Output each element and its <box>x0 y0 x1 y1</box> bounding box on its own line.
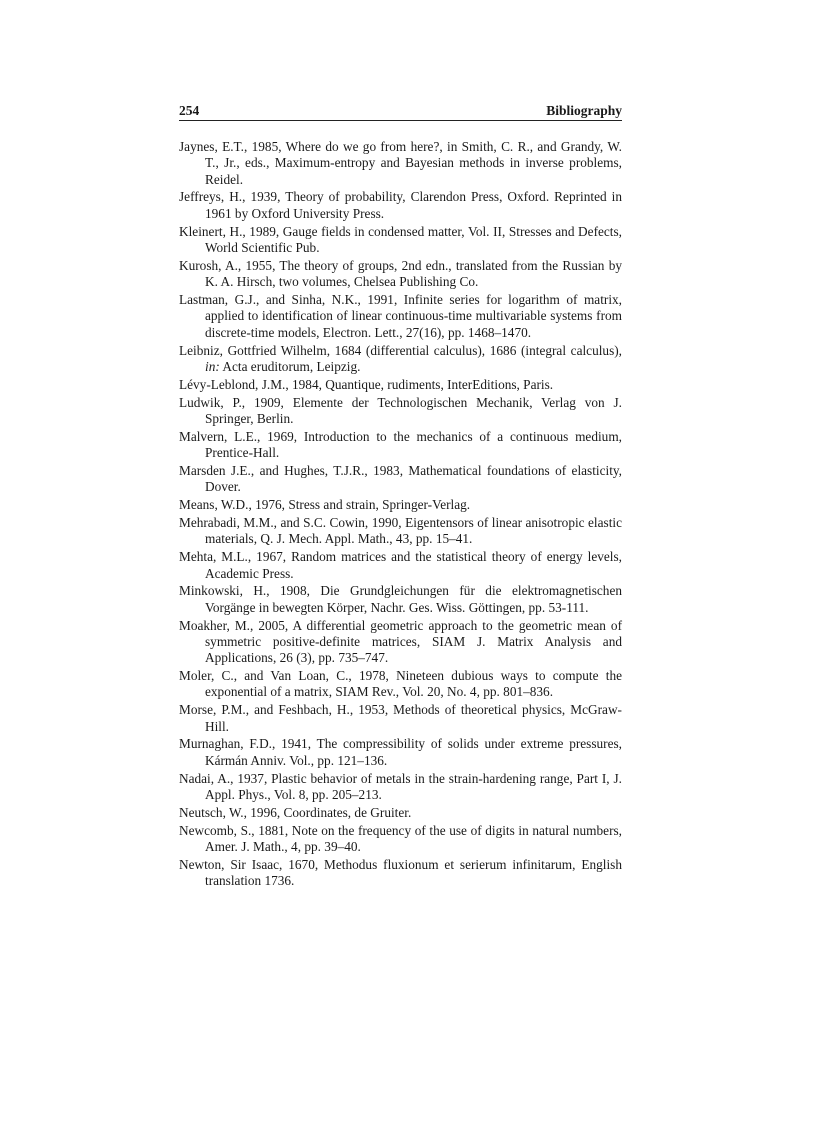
bibliography-entry <box>179 292 622 341</box>
bibliography-entry <box>179 702 622 735</box>
bibliography-entry <box>179 377 622 393</box>
bibliography-entry <box>179 618 622 667</box>
entry-text: Mehta, M.L., 1967, Random matrices and the statistical theory of energy levels, Academic Press. <box>179 549 622 581</box>
entry-text: Morse, P.M., and Feshbach, H., 1953, Methods of theoretical physics, McGraw-Hill. <box>179 702 622 734</box>
bibliography-list <box>179 139 622 891</box>
bibliography-entry <box>179 515 622 548</box>
bibliography-entry <box>179 139 622 188</box>
bibliography-entry <box>179 805 622 821</box>
running-head-title: Bibliography <box>546 103 622 118</box>
entry-text-continued: Acta eruditorum, Leipzig. <box>219 358 361 374</box>
entry-text: Newcomb, S., 1881, Note on the frequency of the use of digits in natural numbers, Amer. J. Math., 4, pp. 39–40. <box>179 822 622 855</box>
bibliography-entry <box>179 583 622 616</box>
bibliography-entry <box>179 189 622 222</box>
entry-text: Kurosh, A., 1955, The theory of groups, 2nd edn., translated from the Russian by K. A. Hirsch, two volumes, Chelsea Publishing Co. <box>179 257 622 290</box>
bibliography-entry <box>179 549 622 582</box>
entry-text: Marsden J.E., and Hughes, T.J.R., 1983, Mathematical foundations of elasticity, Dover. <box>179 462 622 495</box>
entry-text: Neutsch, W., 1996, Coordinates, de Gruiter. <box>179 804 412 820</box>
bibliography-entry <box>179 343 622 376</box>
entry-text: Lévy-Leblond, J.M., 1984, Quantique, rudiments, InterEditions, Paris. <box>179 376 554 392</box>
bibliography-entry <box>179 395 622 428</box>
page-number: 254 <box>179 103 200 118</box>
entry-text: Moakher, M., 2005, A differential geometric approach to the geometric mean of symmetric positive-definite matrices, SIAM J. Matrix Analysis and Applications, 26 (3), pp. 735–747. <box>179 617 622 666</box>
page-header <box>179 101 622 121</box>
entry-text: Mehrabadi, M.M., and S.C. Cowin, 1990, Eigentensors of linear anisotropic elastic materials, Q. J. Mech. Appl. Math., 43, pp. 15–41. <box>179 515 622 547</box>
bibliography-entry <box>179 497 622 513</box>
entry-text: Means, W.D., 1976, Stress and strain, Springer-Verlag. <box>179 497 471 513</box>
entry-text: Jaynes, E.T., 1985, Where do we go from here?, in Smith, C. R., and Grandy, W. T., Jr., eds., Maximum-entropy and Bayesian methods in inverse problems, Reidel. <box>179 139 622 187</box>
bibliography-entry <box>179 771 622 804</box>
entry-text: Lastman, G.J., and Sinha, N.K., 1991, Infinite series for logarithm of matrix, applied to identification of linear continuous-time multivariable systems from discrete-time models, Electron. Lett., 27(16), pp. 1468–1470. <box>179 292 622 340</box>
bibliography-entry <box>179 224 622 257</box>
bibliography-entry <box>179 258 622 291</box>
entry-text: Moler, C., and Van Loan, C., 1978, Nineteen dubious ways to compute the exponential of a matrix, SIAM Rev., Vol. 20, No. 4, pp. 801–836. <box>179 668 622 700</box>
entry-text: Ludwik, P., 1909, Elemente der Technologischen Mechanik, Verlag von J. Springer, Berlin. <box>179 394 622 426</box>
entry-text: Murnaghan, F.D., 1941, The compressibility of solids under extreme pressures, Kármán Anniv. Vol., pp. 121–136. <box>179 736 622 768</box>
entry-text: Leibniz, Gottfried Wilhelm, 1684 (differential calculus), 1686 (integral calculus), <box>179 342 622 358</box>
bibliography-entry <box>179 857 622 890</box>
bibliography-entry <box>179 668 622 701</box>
entry-italic-text: in: <box>205 358 220 374</box>
entry-text: Minkowski, H., 1908, Die Grundgleichungen für die elektromagnetischen Vorgänge in bewegten Körper, Nachr. Ges. Wiss. Göttingen, pp. 53-111. <box>179 583 622 615</box>
bibliography-entry <box>179 463 622 496</box>
entry-text: Kleinert, H., 1989, Gauge fields in condensed matter, Vol. II, Stresses and Defects, World Scientific Pub. <box>179 223 622 255</box>
bibliography-entry <box>179 736 622 769</box>
entry-text: Newton, Sir Isaac, 1670, Methodus fluxionum et serierum infinitarum, English translation 1736. <box>179 856 622 889</box>
entry-text: Malvern, L.E., 1969, Introduction to the mechanics of a continuous medium, Prentice-Hall. <box>179 428 622 461</box>
entry-text: Nadai, A., 1937, Plastic behavior of metals in the strain-hardening range, Part I, J. Appl. Phys., Vol. 8, pp. 205–213. <box>179 770 622 802</box>
bibliography-entry <box>179 429 622 462</box>
entry-text: Jeffreys, H., 1939, Theory of probability, Clarendon Press, Oxford. Reprinted in 1961 by Oxford University Press. <box>179 189 622 221</box>
bibliography-entry <box>179 823 622 856</box>
